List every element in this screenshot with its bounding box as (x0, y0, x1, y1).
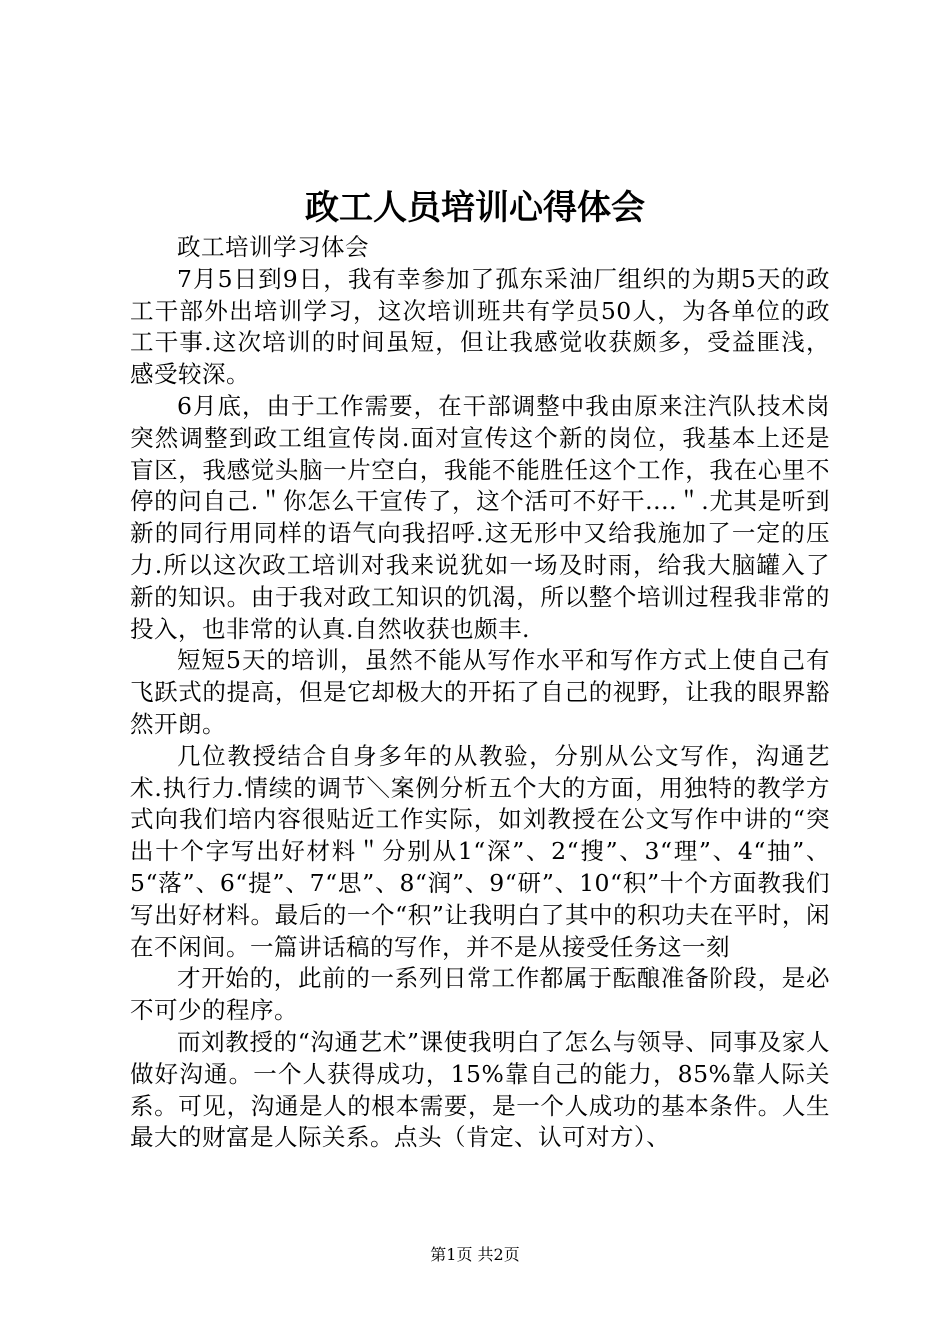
paragraph-1: 7月5日到9日，我有幸参加了孤东采油厂组织的为期5天的政工干部外出培训学习，这次培训班共有学员50人，为各单位的政工干事.这次培训的时间虽短，但让我感觉收获颇多，受益匪浅，感受较深。 (130, 264, 830, 389)
paragraph-5: 才开始的，此前的一系列日常工作都属于酝酿准备阶段，是必不可少的程序。 (130, 964, 830, 1025)
paragraph-4: 几位教授结合自身多年的从教验，分别从公文写作，沟通艺术.执行力.情续的调节＼案例分析五个大的方面，用独特的教学方式向我们培内容很贴近工作实际，如刘教授在公文写作中讲的“突出十个字写出好材料＂分别从1“深”、2“搜”、3“理”、4“抽”、5“落”、6“提”、7“思”、8“润”、9“研”、10“积”十个方面教我们写出好材料。最后的一个“积”让我明白了其中的积功夫在平时，闲在不闲间。一篇讲话稿的写作，并不是从接受任务这一刻 (130, 741, 830, 961)
paragraph-2: 6月底，由于工作需要，在干部调整中我由原来注汽队技术岗突然调整到政工组宣传岗.面对宣传这个新的岗位，我基本上还是盲区，我感觉头脑一片空白，我能不能胜任这个工作，我在心里不停的问自己.＂你怎么干宣传了，这个活可不好干....＂.尤其是听到新的同行用同样的语气向我招呼.这无形中又给我施加了一定的压力.所以这次政工培训对我来说犹如一场及时雨，给我大脑罐入了新的知识。由于我对政工知识的饥渴，所以整个培训过程我非常的投入，也非常的认真.自然收获也颇丰. (130, 391, 830, 643)
paragraph-3: 短短5天的培训，虽然不能从写作水平和写作方式上使自己有飞跃式的提高，但是它却极大的开拓了自己的视野，让我的眼界豁然开朗。 (130, 646, 830, 738)
paragraph-6: 而刘教授的“沟通艺术”课使我明白了怎么与领导、同事及家人做好沟通。一个人获得成功，15%靠自己的能力，85%靠人际关系。可见，沟通是人的根本需要，是一个人成功的基本条件。人生最大的财富是人际关系。点头（肯定、认可对方）、 (130, 1027, 830, 1152)
paragraph-subtitle: 政工培训学习体会 (177, 233, 369, 261)
page-footer: 第1页 共2页 (430, 1245, 520, 1264)
document-title: 政工人员培训心得体会 (305, 188, 645, 228)
document-body (130, 232, 830, 1154)
